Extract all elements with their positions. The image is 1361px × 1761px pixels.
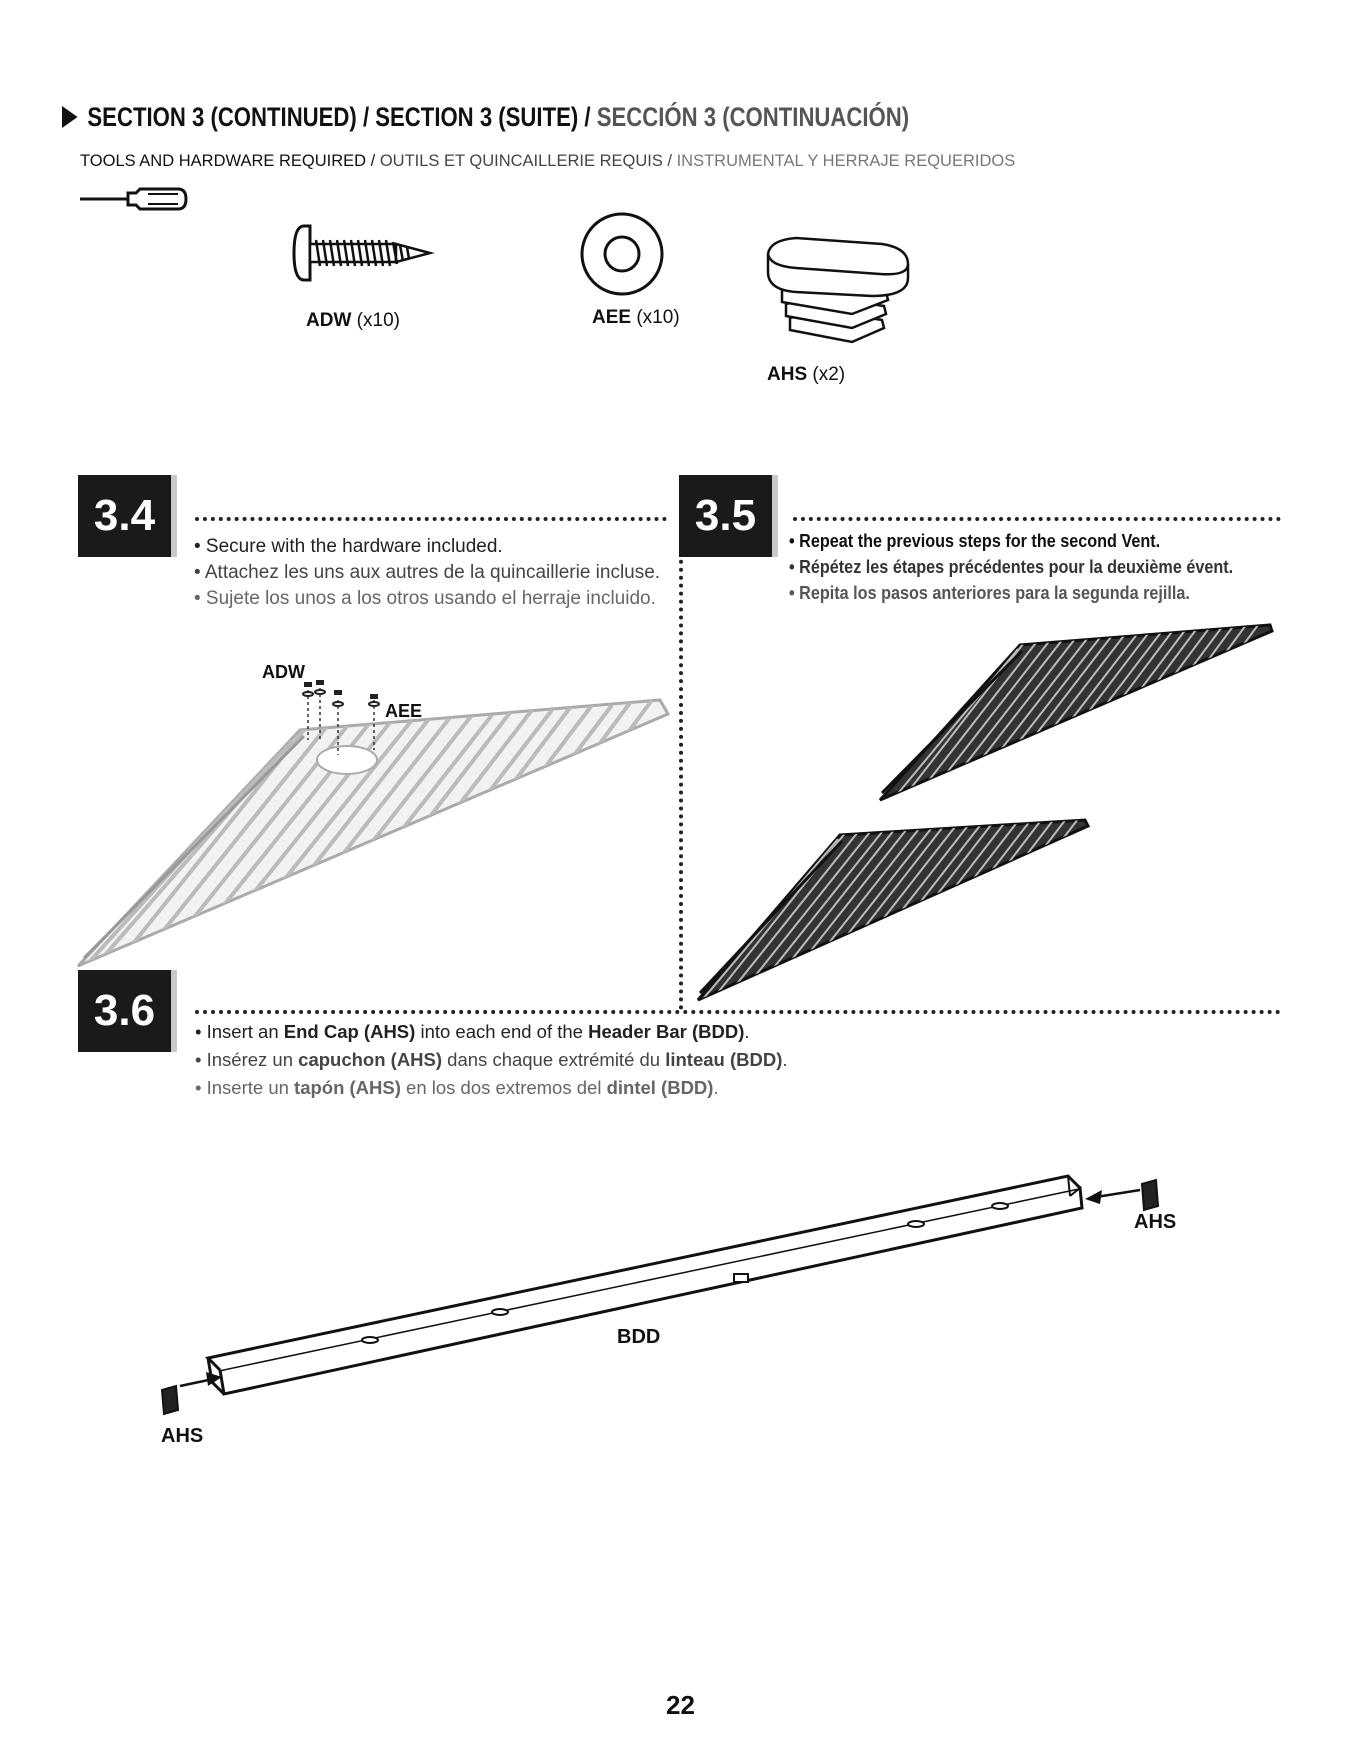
step-3-4-badge: 3.4: [78, 475, 171, 557]
step-3-6-badge: 3.6: [78, 970, 171, 1052]
end-cap-ahs-icon: [762, 232, 912, 350]
page-number: 22: [666, 1690, 695, 1720]
screwdriver-icon: [78, 186, 188, 212]
label-bdd: BDD: [617, 1326, 661, 1348]
header-bar-illustration: [150, 1160, 1170, 1420]
callout-adw: ADW: [262, 662, 305, 682]
hardware-label-ahs: AHS (x2): [767, 364, 846, 385]
step-3-4-divider: [195, 517, 667, 521]
washer-aee-icon: [578, 210, 666, 298]
vents-dark-illustration: [690, 615, 1280, 1005]
hardware-label-aee: AEE (x10): [592, 307, 680, 328]
section-title: SECTION 3 (CONTINUED) / SECTION 3 (SUITE) / SECCIÓN 3 (CONTINUACIÓN): [62, 102, 909, 133]
label-ahs-left: AHS: [161, 1425, 204, 1447]
step-3-5-instructions: • Repeat the previous steps for the second Vent. • Répétez les étapes précédentes pour la deuxième évent. • Repita los pasos anteriores para la segunda rejilla.: [789, 531, 1234, 603]
vertical-divider: [679, 520, 683, 1010]
hardware-label-adw: ADW (x10): [306, 310, 400, 331]
step-3-5-divider: [793, 517, 1281, 521]
step-3-4-instructions: • Secure with the hardware included. • Attachez les uns aux autres de la quincaillerie incluse. • Sujete los unos a los otros usando el herraje incluido.: [194, 536, 661, 609]
step-3-5-badge: 3.5: [679, 475, 772, 557]
callout-aee: AEE: [385, 701, 423, 721]
step-3-6-divider: [195, 1010, 1281, 1014]
vent-light-illustration: [72, 660, 672, 980]
label-ahs-right: AHS: [1134, 1211, 1177, 1233]
step-3-6-instructions: • Insert an End Cap (AHS) into each end of the Header Bar (BDD). • Insérez un capuchon (AHS) dans chaque extrémité du linteau (BDD). • Inserte un tapón (AHS) en los dos extremos del dintel (BDD).: [195, 1021, 788, 1098]
screw-adw-icon: [290, 222, 435, 284]
play-triangle-icon: [62, 106, 78, 128]
tools-required-line: TOOLS AND HARDWARE REQUIRED / OUTILS ET QUINCAILLERIE REQUIS / INSTRUMENTAL Y HERRAJE REQUERIDOS: [80, 152, 1016, 170]
